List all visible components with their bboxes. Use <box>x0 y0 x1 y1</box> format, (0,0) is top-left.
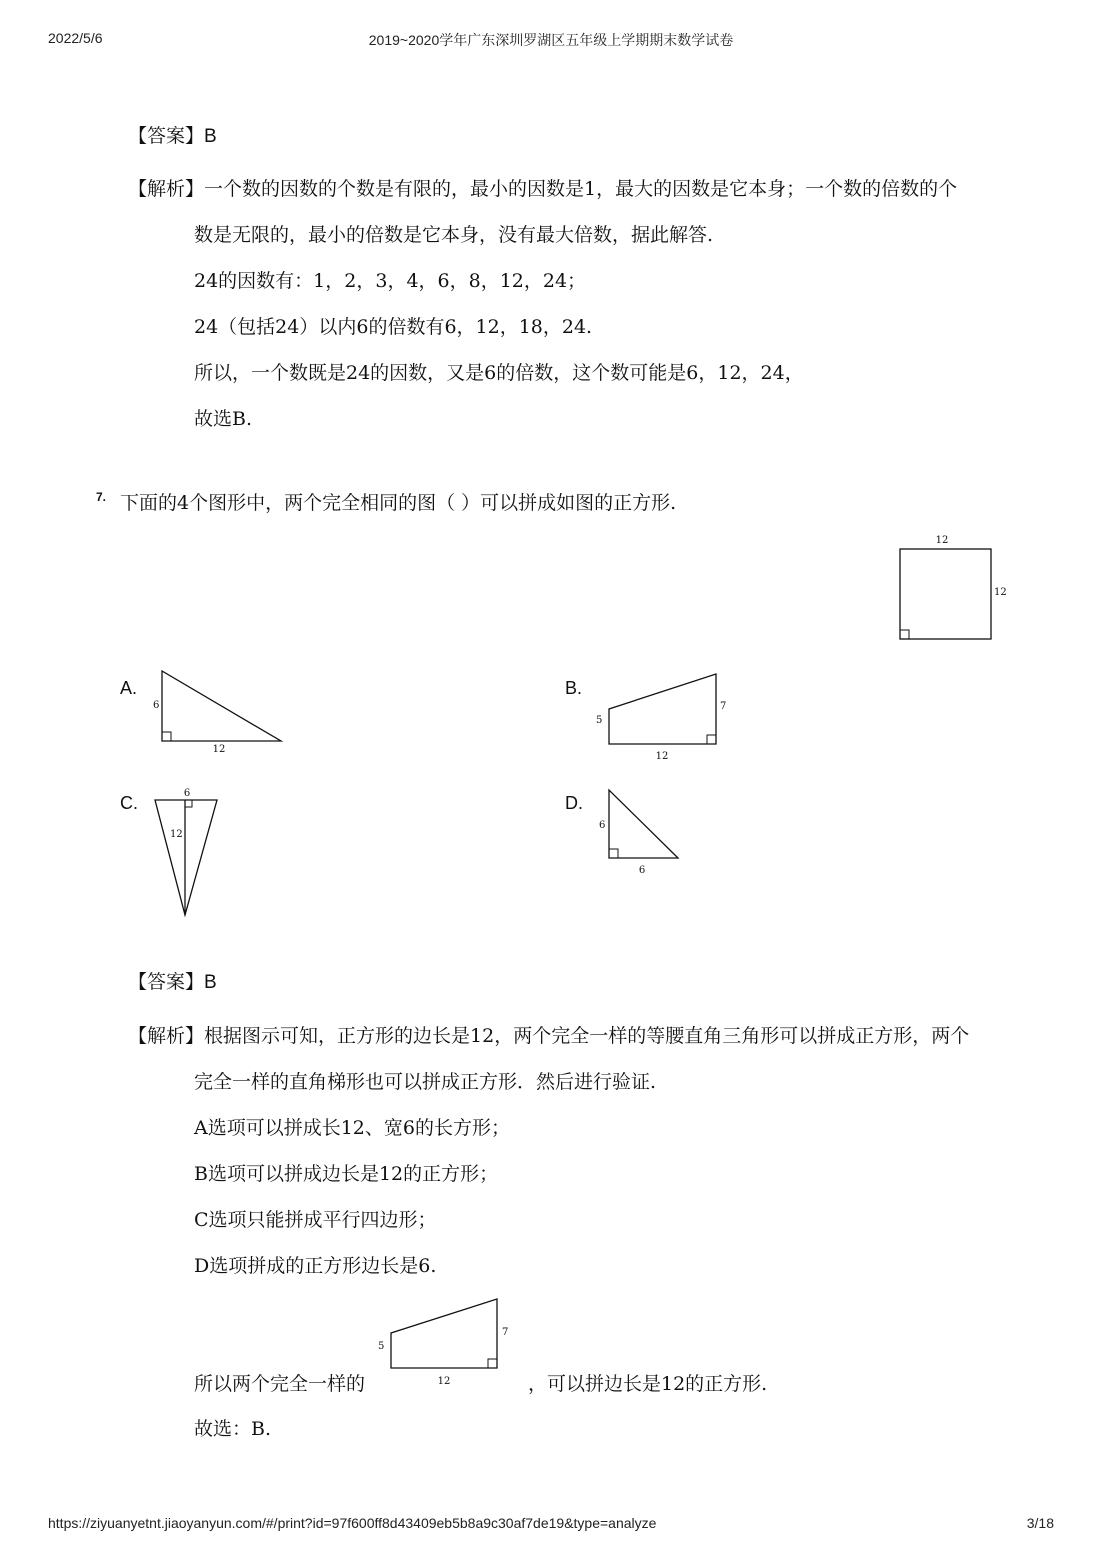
q7-analysis-line-4: B选项可以拼成边长是12的正方形； <box>194 1163 499 1185</box>
document-title: 2019~2020学年广东深圳罗湖区五年级上学期期末数学试卷 <box>368 32 734 48</box>
inline-trapezoid-bottom-label: 12 <box>437 1376 451 1387</box>
option-c-top-label: 6 <box>183 788 191 799</box>
q7-answer: 【答案】B <box>128 972 217 993</box>
option-b-right-label: 7 <box>720 701 727 712</box>
q7-analysis-line-6: D选项拼成的正方形边长是6. <box>194 1255 437 1277</box>
q7-final-prefix: 所以两个完全一样的 <box>194 1373 366 1395</box>
q7-analysis-line-1: 【解析】根据图示可知，正方形的边长是12，两个完全一样的等腰直角三角形可以拼成正方形，两个 <box>128 1025 970 1047</box>
option-d-bottom-label: 6 <box>638 865 646 876</box>
inline-trapezoid-left-label: 5 <box>378 1341 385 1352</box>
option-d-label: D. <box>565 793 583 813</box>
option-b-bottom-label: 12 <box>655 751 669 762</box>
q7-question: 下面的4个图形中，两个完全相同的图（ ）可以拼成如图的正方形. <box>120 492 677 514</box>
option-b-label: B. <box>565 678 583 698</box>
square-top-label: 12 <box>935 535 949 546</box>
print-date: 2022/5/6 <box>48 30 103 46</box>
q7-conclusion: 故选：B. <box>194 1418 272 1440</box>
option-b-left-label: 5 <box>596 715 603 726</box>
q6-analysis-line-4: 24（包括24）以内6的倍数有6，12，18，24. <box>194 316 593 338</box>
page-number: 3/18 <box>1026 1515 1054 1531</box>
q6-analysis-line-2: 数是无限的，最小的倍数是它本身，没有最大倍数，据此解答. <box>194 224 714 246</box>
option-d-side-label: 6 <box>599 820 606 831</box>
q7-number: 7. <box>96 490 107 504</box>
inline-trapezoid-right-label: 7 <box>502 1327 509 1338</box>
q7-analysis-line-3: A选项可以拼成长12、宽6的长方形； <box>194 1117 510 1139</box>
q7-analysis-label: 【解析】 <box>128 1026 205 1047</box>
option-a-bottom-label: 12 <box>212 744 226 755</box>
q7-final-suffix: ，可以拼边长是12的正方形. <box>528 1373 768 1395</box>
option-c-label: C. <box>120 793 138 813</box>
square-right-label: 12 <box>994 587 1007 598</box>
option-a-label: A. <box>120 678 138 698</box>
footer-url: https://ziyuanyetnt.jiaoyanyun.com/#/print?id=97f600ff8d43409eb5b8a9c30af7de19&type=analyze <box>48 1515 657 1531</box>
option-a-side-label: 6 <box>153 700 160 711</box>
inline-trapezoid-right-angle-mark <box>488 1359 497 1368</box>
q6-answer: 【答案】B <box>128 126 217 147</box>
option-c-height-label: 12 <box>170 829 183 840</box>
q6-analysis-label: 【解析】 <box>128 179 205 200</box>
q6-analysis-line-5: 所以，一个数既是24的因数，又是6的倍数，这个数可能是6，12，24， <box>194 362 804 384</box>
q6-analysis-line-3: 24的因数有：1，2，3，4，6，8，12，24； <box>194 270 587 292</box>
q7-analysis-line-2: 完全一样的直角梯形也可以拼成正方形．然后进行验证. <box>194 1071 657 1093</box>
q7-analysis-line-5: C选项只能拼成平行四边形； <box>194 1209 437 1231</box>
q6-analysis-line-1: 【解析】一个数的因数的个数是有限的，最小的因数是1，最大的因数是它本身；一个数的倍数的个 <box>128 178 958 200</box>
q6-analysis-line-6: 故选B. <box>194 408 253 430</box>
inline-trapezoid <box>391 1299 497 1368</box>
